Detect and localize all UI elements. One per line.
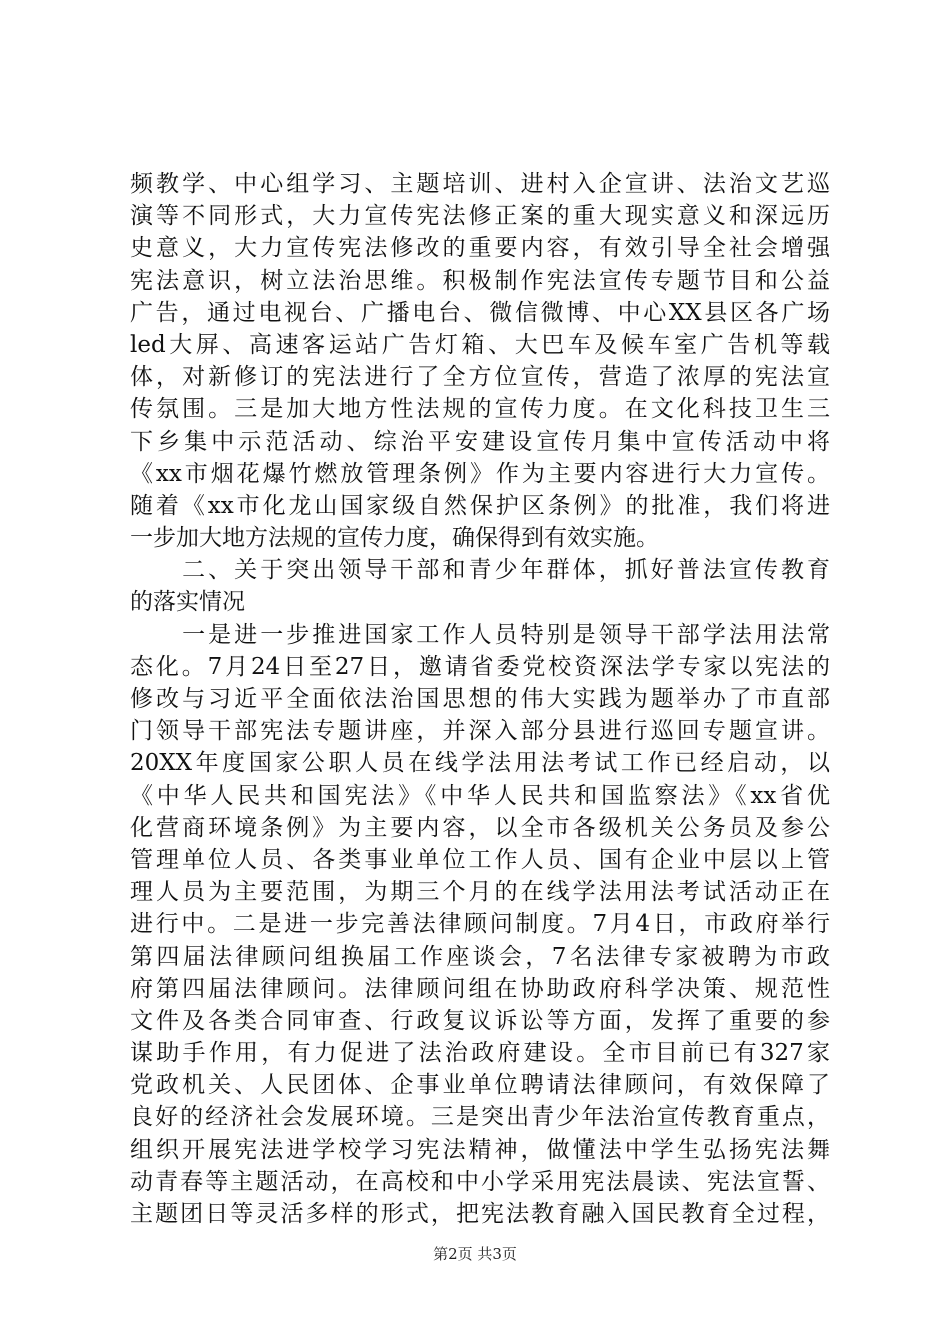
text-line: 《xx市烟花爆竹燃放管理条例》作为主要内容进行大力宣传。 [130,460,830,487]
text-line: led大屏、高速客运站广告灯箱、大巴车及候车室广告机等载 [130,331,830,358]
text-line: 第四届法律顾问组换届工作座谈会，7名法律专家被聘为市政 [130,943,830,970]
text-line: 进行中。二是进一步完善法律顾问制度。7月4日，市政府举行 [130,911,830,938]
text-line: 20XX年度国家公职人员在线学法用法考试工作已经启动，以 [130,750,830,777]
text-line: 《中华人民共和国宪法》《中华人民共和国监察法》《xx省优 [130,782,830,809]
text-line: 史意义，大力宣传宪法修改的重要内容，有效引导全社会增强 [130,235,830,262]
text-line: 广告，通过电视台、广播电台、微信微博、中心XX县区各广场 [130,299,830,326]
text-line: 动青春等主题活动，在高校和中小学采用宪法晨读、宪法宣誓、 [130,1168,830,1195]
text-line: 随着《xx市化龙山国家级自然保护区条例》的批准，我们将进 [130,492,830,519]
section-heading-line: 的落实情况 [130,589,245,616]
text-line: 演等不同形式，大力宣传宪法修正案的重大现实意义和深远历 [130,203,830,230]
section-heading-line: 二、关于突出领导干部和青少年群体，抓好普法宣传教育 [130,557,830,584]
text-line: 一是进一步推进国家工作人员特别是领导干部学法用法常 [130,621,830,648]
text-line: 一步加大地方法规的宣传力度，确保得到有效实施。 [130,525,659,552]
text-line: 修改与习近平全面依法治国思想的伟大实践为题举办了市直部 [130,686,830,712]
text-line: 体，对新修订的宪法进行了全方位宣传，营造了浓厚的宪法宣 [130,364,830,391]
text-line: 频教学、中心组学习、主题培训、进村入企宣讲、法治文艺巡 [130,171,830,197]
text-line: 下乡集中示范活动、综治平安建设宣传月集中宣传活动中将 [130,428,830,455]
text-line: 组织开展宪法进学校学习宪法精神，做懂法中学生弘扬宪法舞 [130,1136,830,1163]
text-line: 谋助手作用，有力促进了法治政府建设。全市目前已有327家 [130,1040,830,1067]
text-line: 化营商环境条例》为主要内容，以全市各级机关公务员及参公 [130,814,830,841]
text-line: 理人员为主要范围，为期三个月的在线学法用法考试活动正在 [130,879,830,906]
text-line: 文件及各类合同审查、行政复议诉讼等方面，发挥了重要的参 [130,1007,830,1034]
text-line: 府第四届法律顾问。法律顾问组在协助政府科学决策、规范性 [130,975,830,1002]
text-line: 态化。7月24日至27日，邀请省委党校资深法学专家以宪法的 [130,653,830,680]
page-number-footer: 第2页 共3页 [433,1245,517,1263]
text-line: 管理单位人员、各类事业单位工作人员、国有企业中层以上管 [130,846,830,873]
text-line: 主题团日等灵活多样的形式，把宪法教育融入国民教育全过程， [130,1201,830,1227]
body-text [130,168,830,1230]
text-line: 良好的经济社会发展环境。三是突出青少年法治宣传教育重点， [130,1104,830,1131]
text-line: 党政机关、人民团体、企事业单位聘请法律顾问，有效保障了 [130,1072,830,1099]
text-line: 门领导干部宪法专题讲座，并深入部分县进行巡回专题宣讲。 [130,718,830,745]
text-line: 宪法意识，树立法治思维。积极制作宪法宣传专题节目和公益 [130,267,830,294]
text-line: 传氛围。三是加大地方性法规的宣传力度。在文化科技卫生三 [130,396,830,423]
